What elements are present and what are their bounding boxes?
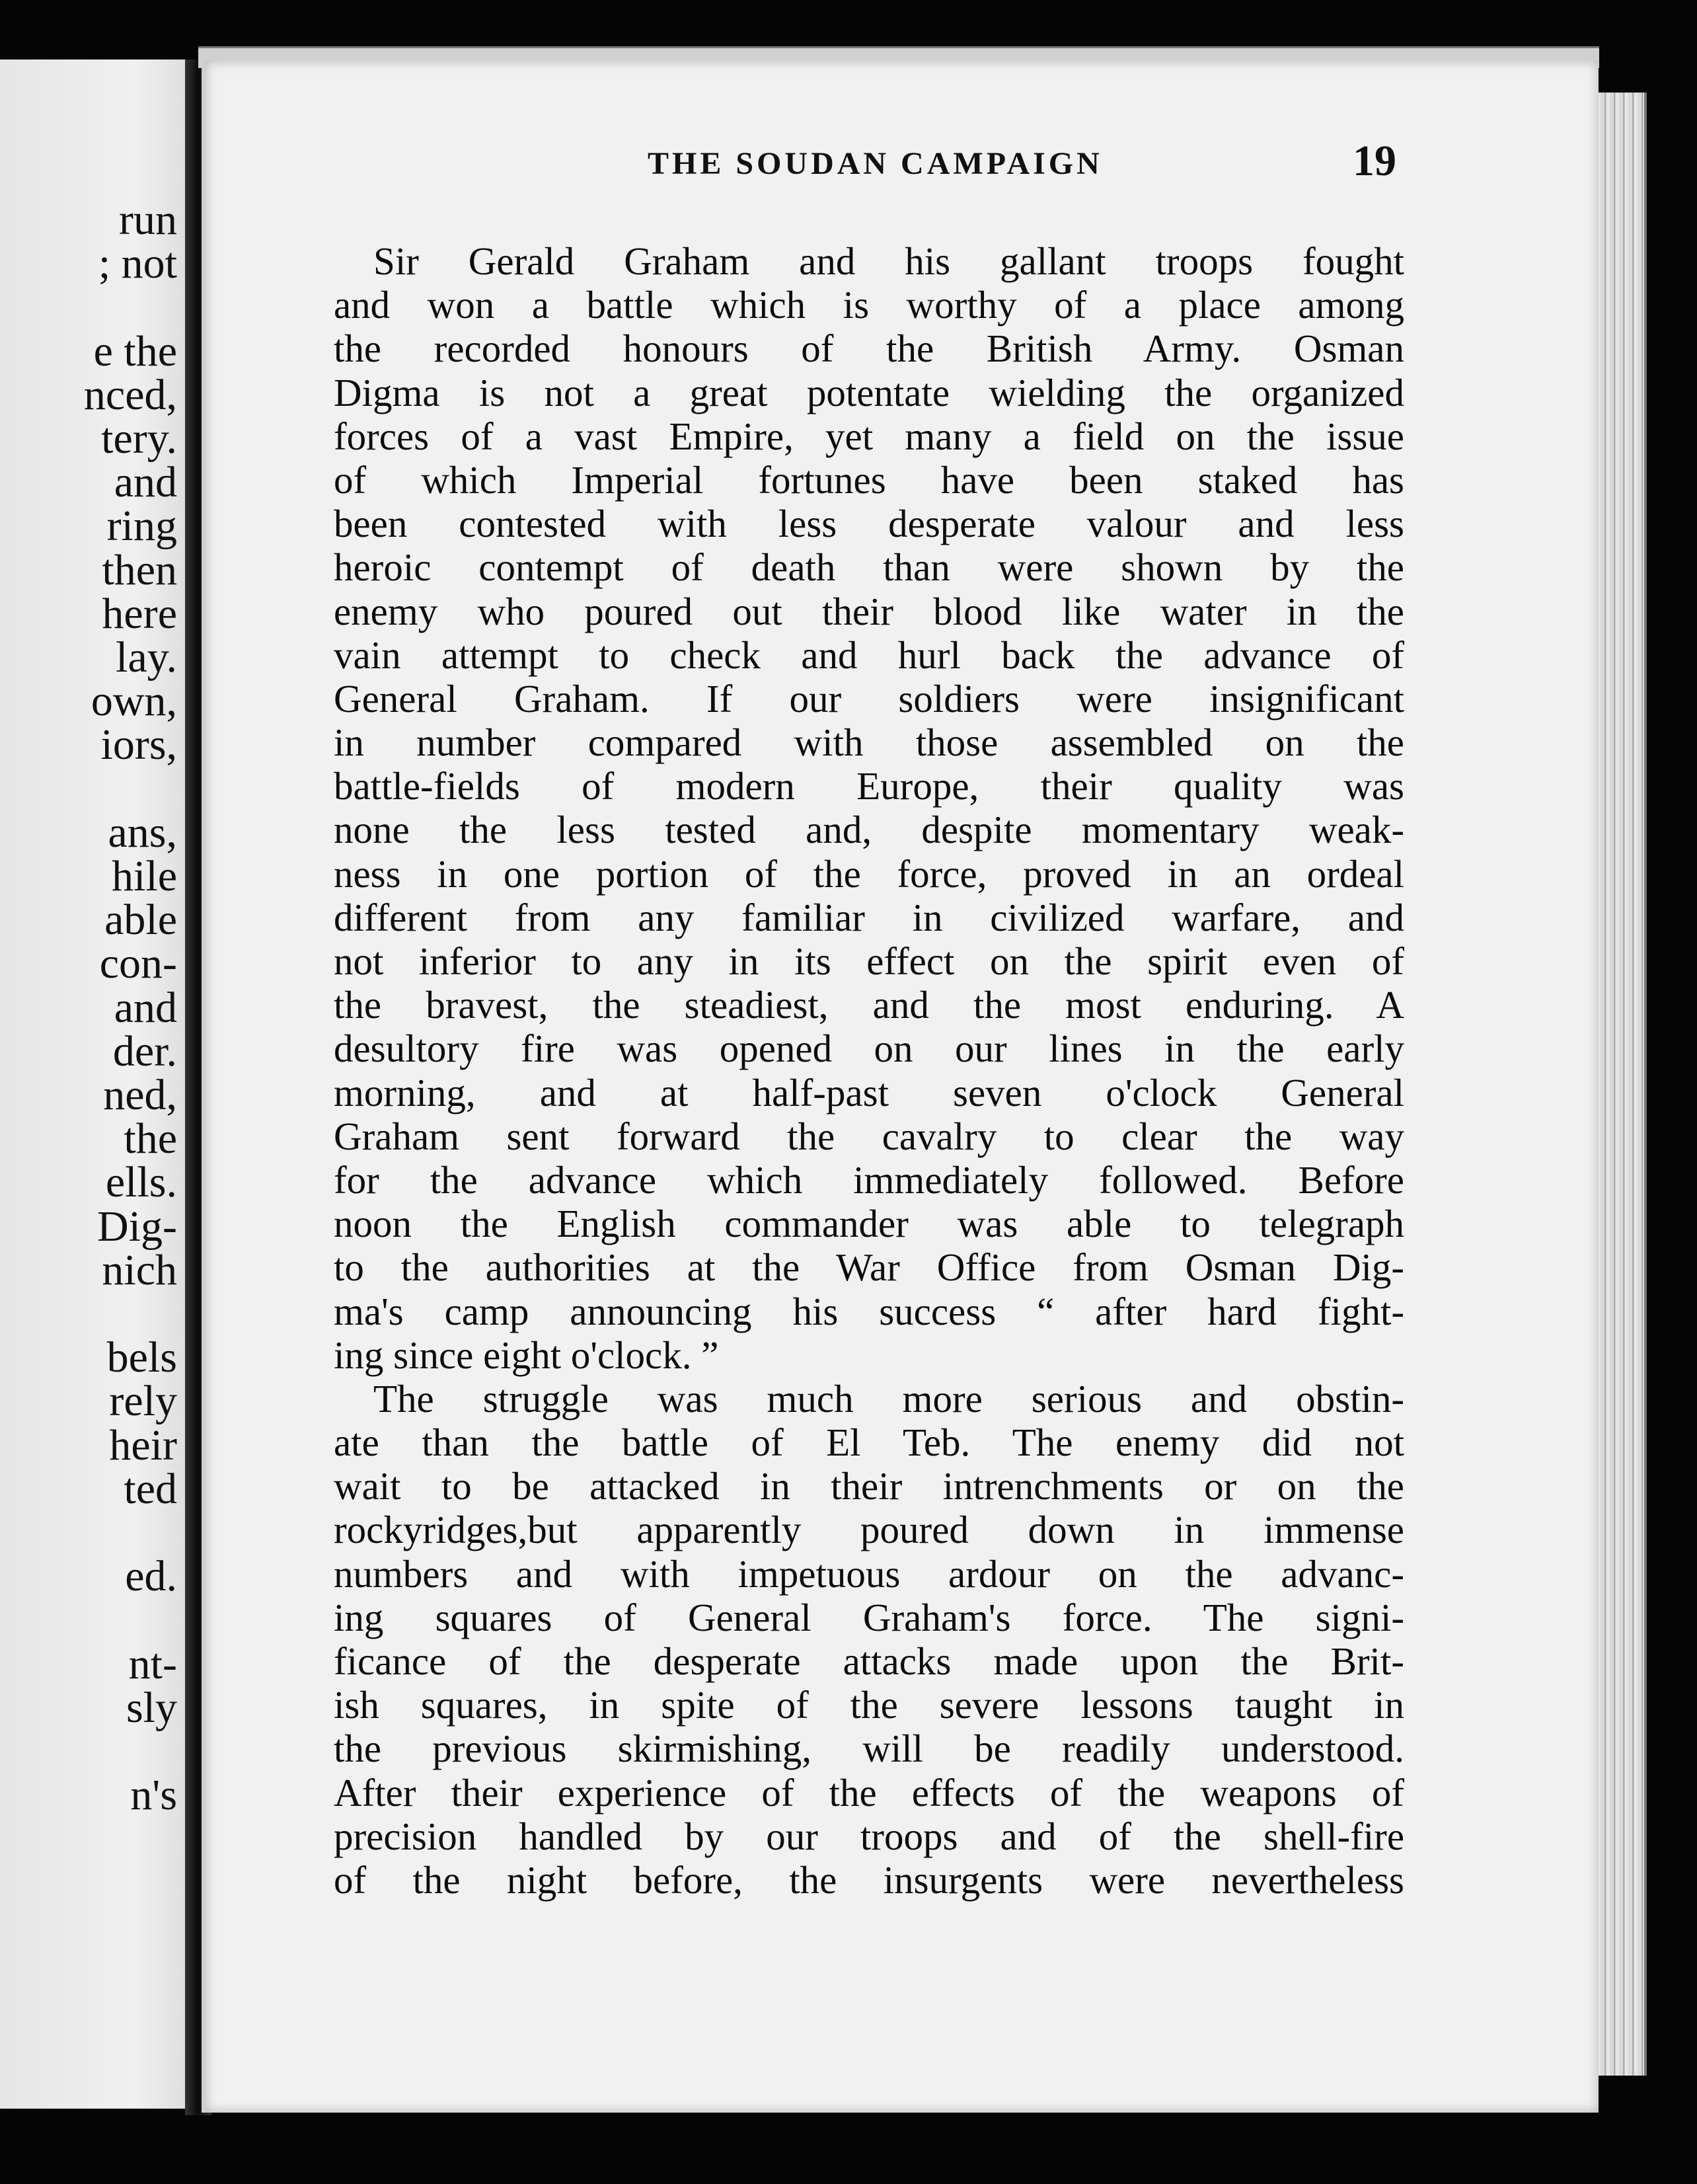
text-line: heroic contempt of death than were shown by the [334, 545, 1404, 590]
left-page-line-fragment: nich [102, 1245, 177, 1294]
running-head: THE SOUDAN CAMPAIGN [648, 146, 1103, 181]
text-line: of which Imperial fortunes have been staked has [334, 457, 1404, 502]
text-line: the previous skirmishing, will be readily understood. [334, 1727, 1404, 1771]
left-page-line-fragment: then [102, 545, 177, 594]
left-page-line-fragment: tery. [101, 414, 177, 463]
left-page-line-fragment: ned, [103, 1071, 177, 1119]
text-line: to the authorities at the War Office from Osman Dig- [334, 1245, 1404, 1290]
text-line: in number compared with those assembled on the [334, 721, 1404, 765]
left-facing-page [0, 59, 193, 2109]
page-edge-stack [1591, 93, 1647, 2076]
left-page-line-fragment: here [102, 589, 177, 638]
left-page-line-fragment: con- [99, 939, 177, 988]
left-page-line-fragment: ring [106, 502, 177, 551]
text-line: forces of a vast Empire, yet many a field on the issue [334, 414, 1404, 458]
text-line: Digma is not a great potentate wielding the organized [334, 370, 1404, 414]
text-line: battle-fields of modern Europe, their quality was [334, 764, 1404, 808]
text-line: ness in one portion of the force, proved in an ordeal [334, 851, 1404, 896]
text-line: and won a battle which is worthy of a place among [334, 283, 1404, 327]
text-line: ing squares of General Graham's force. The signi- [334, 1595, 1404, 1639]
text-line: ing since eight o'clock. ” [334, 1333, 719, 1377]
text-line: ficance of the desperate attacks made upon the Brit- [334, 1639, 1404, 1683]
left-page-line-fragment: ells. [105, 1158, 177, 1207]
text-line: none the less tested and, despite momentary weak- [334, 808, 1404, 852]
text-line: Graham sent forward the cavalry to clear the way [334, 1114, 1404, 1158]
left-page-line-fragment: own, [91, 677, 177, 726]
left-page-line-fragment: Dig- [97, 1202, 177, 1251]
left-page-line-fragment: nt- [128, 1639, 177, 1688]
left-page-line-fragment: and [114, 458, 177, 507]
left-page-line-fragment: der. [112, 1027, 177, 1075]
text-line: ish squares, in spite of the severe lessons taught in [334, 1683, 1404, 1727]
text-line: After their experience of the effects of the weapons of [334, 1770, 1404, 1814]
text-line: not inferior to any in its effect on the spirit even of [334, 939, 1404, 983]
text-line: been contested with less desperate valour and less [334, 502, 1404, 546]
left-page-line-fragment: hile [112, 852, 177, 900]
left-page-line-fragment: ed. [125, 1552, 177, 1601]
left-page-line-fragment: the [124, 1114, 177, 1163]
text-line: enemy who poured out their blood like water in the [334, 589, 1404, 633]
left-page-line-fragment: lay. [116, 633, 177, 682]
text-line: morning, and at half-past seven o'clock General [334, 1070, 1404, 1114]
left-page-line-fragment: ; not [98, 239, 177, 288]
left-page-line-fragment: n's [130, 1771, 177, 1820]
text-line: the recorded honours of the British Army. Osman [334, 327, 1404, 371]
text-line: vain attempt to check and hurl back the advance of [334, 633, 1404, 677]
left-page-line-fragment: and [114, 983, 177, 1032]
text-line: of the night before, the insurgents were nevertheless [334, 1857, 1404, 1902]
left-page-line-fragment: ans, [108, 808, 177, 857]
text-line: ma's camp announcing his success “ after hard fight- [334, 1289, 1404, 1333]
left-page-line-fragment: run [119, 196, 177, 244]
text-line: Sir Gerald Graham and his gallant troops fought [373, 239, 1404, 283]
left-page-line-fragment: iors, [100, 721, 177, 769]
text-line: different from any familiar in civilized warfare, and [334, 895, 1404, 939]
text-line: for the advance which immediately followed. Before [334, 1157, 1404, 1202]
left-page-line-fragment: ted [124, 1464, 177, 1513]
left-page-line-fragment: sly [126, 1683, 177, 1732]
text-line: numbers and with impetuous ardour on the advanc- [334, 1551, 1404, 1596]
text-line: General Graham. If our soldiers were insignificant [334, 676, 1404, 721]
left-page-line-fragment: heir [109, 1421, 177, 1469]
text-line: desultory fire was opened on our lines in the early [334, 1027, 1404, 1071]
text-line: ate than the battle of El Teb. The enemy did not [334, 1421, 1404, 1465]
text-line: The struggle was much more serious and obstin- [373, 1376, 1404, 1421]
text-line: wait to be attacked in their intrenchments or on the [334, 1464, 1404, 1508]
left-page-line-fragment: nced, [83, 370, 177, 419]
left-page-line-fragment: bels [106, 1333, 177, 1382]
left-page-line-fragment: rely [109, 1377, 177, 1426]
text-line: rockyridges,but apparently poured down in immense [334, 1508, 1404, 1552]
left-page-line-fragment: e the [93, 327, 177, 375]
text-line: the bravest, the steadiest, and the most enduring. A [334, 983, 1404, 1027]
body-text [334, 239, 1404, 1902]
left-page-line-fragment: able [104, 896, 177, 945]
text-line: noon the English commander was able to telegraph [334, 1202, 1404, 1246]
page-number: 19 [1353, 137, 1396, 185]
text-line: precision handled by our troops and of the shell-fire [334, 1814, 1404, 1858]
